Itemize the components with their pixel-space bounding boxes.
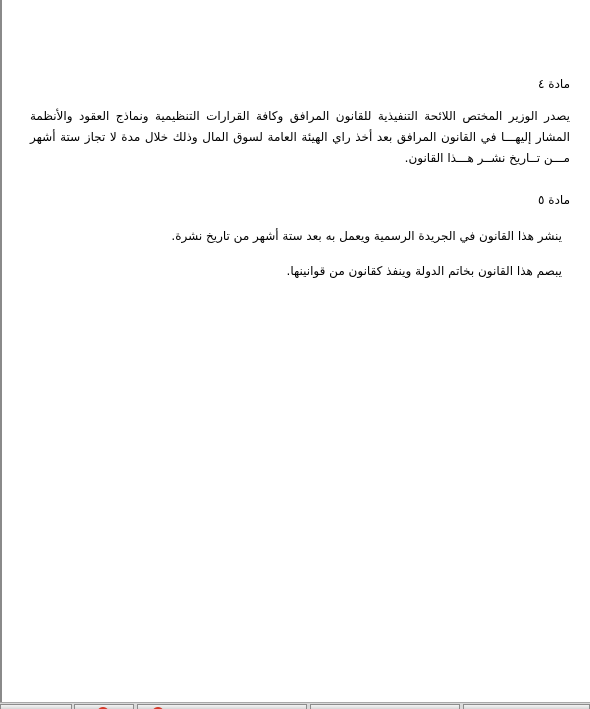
taskbar-button-2[interactable] bbox=[74, 704, 134, 709]
taskbar-button-1[interactable] bbox=[0, 704, 72, 709]
article-5-paragraph: ينشر هذا القانون في الجريدة الرسمية ويعمل به بعد ستة أشهر من تاريخ نشرة. bbox=[171, 229, 562, 243]
document-page[interactable] bbox=[2, 0, 586, 702]
taskbar-button-4[interactable] bbox=[310, 704, 460, 709]
article-4-heading: مادة ٤ bbox=[538, 77, 570, 91]
taskbar-button-5[interactable] bbox=[463, 704, 590, 709]
taskbar-button-3[interactable] bbox=[137, 704, 307, 709]
article-5-heading: مادة ٥ bbox=[538, 193, 570, 207]
closing-paragraph: يبصم هذا القانون بخاتم الدولة وينفذ كقانون من قوانينها. bbox=[286, 264, 562, 278]
article-4-paragraph: يصدر الوزير المختص اللائحة التنفيذية للقانون المرافق وكافة القرارات التنظيمية ونماذج العقود والأنظمة المشار إليهـــا في القانون المرافق بعد أخذ راي الهيئة العامة لسوق المال وذلك خلال مدة لا تجاز ستة أشهر مـــن تــاريخ نشــر هـــذا القانون. bbox=[30, 109, 570, 165]
